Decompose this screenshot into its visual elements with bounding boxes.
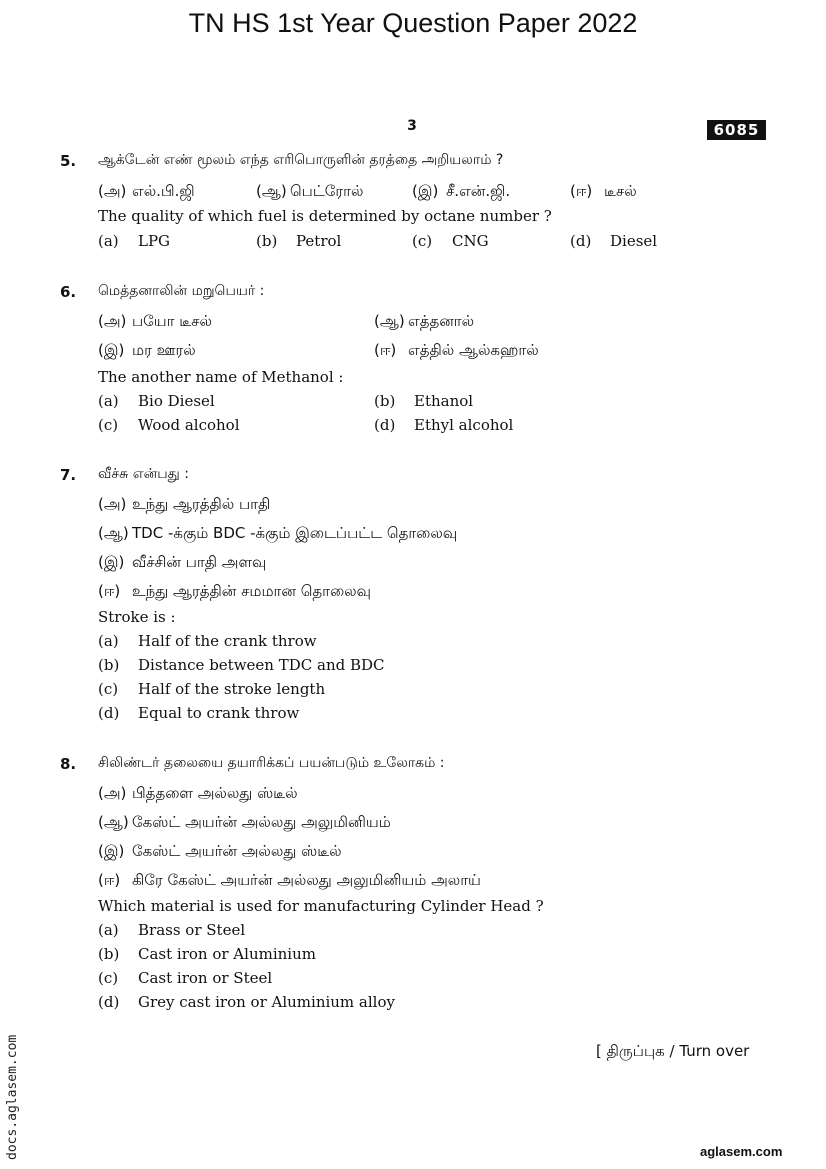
english-option-b: (b) Ethanol: [374, 392, 474, 410]
tamil-question: வீச்சு என்பது :: [98, 466, 189, 482]
tamil-option-c: (இ) மர ஊரல்: [98, 341, 196, 359]
tamil-option-c: (இ) கேஸ்ட் அயர்ன் அல்லது ஸ்டீல்: [98, 842, 342, 860]
site-link[interactable]: aglasem.com: [700, 1144, 783, 1159]
tamil-option-c: (இ) வீச்சின் பாதி அளவு: [98, 553, 267, 571]
tamil-option-d: (ஈ) எத்தில் ஆல்கஹால்: [374, 341, 539, 359]
question-number: 5.: [60, 152, 77, 170]
english-question: The quality of which fuel is determined by octane number ?: [98, 207, 552, 225]
tamil-question: ஆக்டேன் எண் மூலம் எந்த எரிபொருளின் தரத்தை அறியலாம் ?: [98, 152, 504, 168]
paper-code-badge: 6085: [707, 120, 766, 140]
tamil-question: மெத்தனாலின் மறுபெயர் :: [98, 283, 265, 299]
tamil-option-a: (அ) உந்து ஆரத்தில் பாதி: [98, 495, 271, 513]
tamil-option-b: (ஆ) கேஸ்ட் அயர்ன் அல்லது அலுமினியம்: [98, 813, 391, 831]
page-number: 3: [407, 118, 417, 134]
english-option-a: (a) Half of the crank throw: [98, 632, 317, 650]
question-number: 7.: [60, 466, 77, 484]
english-option-d: (d) Equal to crank throw: [98, 704, 300, 722]
tamil-question: சிலிண்டர் தலையை தயாரிக்கப் பயன்படும் உலோகம் :: [98, 755, 445, 771]
english-option-d: (d) Diesel: [570, 232, 658, 250]
english-option-d: (d) Grey cast iron or Aluminium alloy: [98, 993, 395, 1011]
english-option-c: (c) Half of the stroke length: [98, 680, 326, 698]
english-question: Stroke is :: [98, 608, 176, 626]
tamil-option-a: (அ) பித்தளை அல்லது ஸ்டீல்: [98, 784, 298, 802]
english-option-c: (c) Wood alcohol: [98, 416, 240, 434]
tamil-option-c: (இ) சீ.என்.ஜி.: [412, 182, 511, 200]
tamil-option-b: (ஆ) TDC -க்கும் BDC -க்கும் இடைப்பட்ட தொலைவு: [98, 524, 458, 542]
tamil-option-d: (ஈ) கிரே கேஸ்ட் அயர்ன் அல்லது அலுமினியம் அலாய்: [98, 871, 481, 889]
english-option-b: (b) Distance between TDC and BDC: [98, 656, 385, 674]
english-option-a: (a) LPG: [98, 232, 171, 250]
english-question: Which material is used for manufacturing Cylinder Head ?: [98, 897, 544, 915]
english-option-a: (a) Bio Diesel: [98, 392, 215, 410]
tamil-option-b: (ஆ) எத்தனால்: [374, 312, 475, 330]
question-number: 8.: [60, 755, 77, 773]
english-option-b: (b) Cast iron or Aluminium: [98, 945, 316, 963]
tamil-option-d: (ஈ) டீசல்: [570, 182, 637, 200]
tamil-option-b: (ஆ) பெட்ரோல்: [256, 182, 364, 200]
tamil-option-a: (அ) எல்.பி.ஜி: [98, 182, 195, 200]
tamil-option-a: (அ) பயோ டீசல்: [98, 312, 212, 330]
english-question: The another name of Methanol :: [98, 368, 344, 386]
english-option-c: (c) Cast iron or Steel: [98, 969, 273, 987]
side-watermark: docs.aglasem.com: [5, 1034, 20, 1160]
turn-over-note: [ திருப்புக / Turn over: [596, 1042, 750, 1060]
english-option-b: (b) Petrol: [256, 232, 342, 250]
english-option-c: (c) CNG: [412, 232, 489, 250]
tamil-option-d: (ஈ) உந்து ஆரத்தின் சமமான தொலைவு: [98, 582, 371, 600]
page-title: TN HS 1st Year Question Paper 2022: [188, 8, 638, 38]
english-option-a: (a) Brass or Steel: [98, 921, 246, 939]
question-number: 6.: [60, 283, 77, 301]
english-option-d: (d) Ethyl alcohol: [374, 416, 514, 434]
